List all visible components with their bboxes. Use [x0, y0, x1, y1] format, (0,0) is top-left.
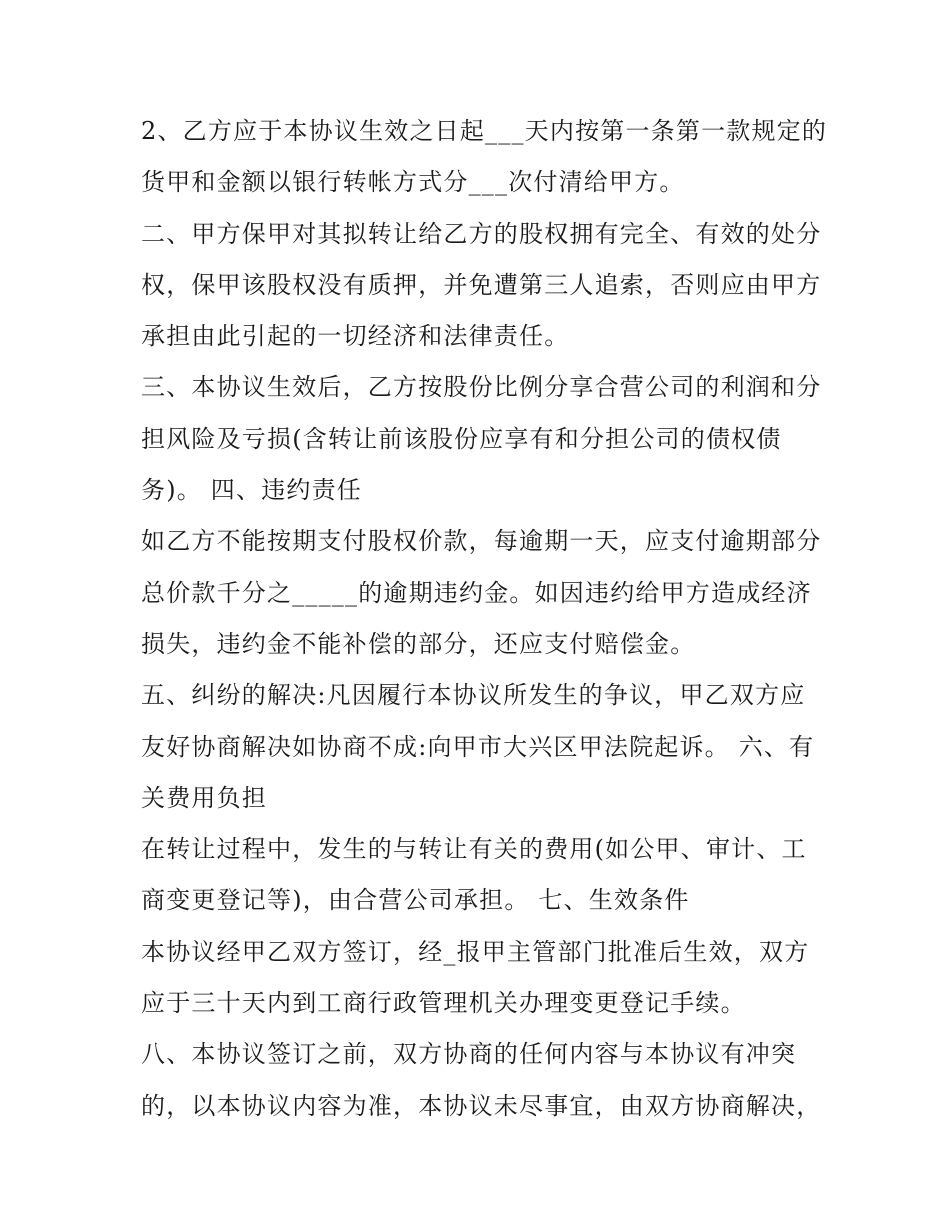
- text-line-9: 如乙方不能按期支付股权价款，每逾期一天，应支付逾期部分: [141, 527, 822, 556]
- text-line-15: 在转让过程中，发生的与转让有关的费用(如公甲、审计、工: [141, 835, 807, 864]
- text-line-8: 务)。 四、违约责任: [141, 476, 362, 505]
- text-line-17: 本协议经甲乙双方签订，经_报甲主管部门批准后生效，双方: [141, 937, 810, 966]
- text-line-16: 商变更登记等)，由合营公司承担。 七、生效条件: [141, 886, 690, 915]
- text-line-14: 关费用负担: [141, 783, 267, 812]
- text-line-7: 担风险及亏损(含转让前该股份应享有和分担公司的债权债: [141, 424, 782, 453]
- text-line-18: 应于三十天内到工商行政管理机关办理变更登记手续。: [141, 989, 746, 1018]
- text-line-10: 总价款千分之_____的逾期违约金。如因违约给甲方造成经济: [141, 578, 812, 607]
- document-body: [141, 110, 828, 1136]
- text-line-2: 货甲和金额以银行转帐方式分___次付清给甲方。: [141, 168, 685, 197]
- text-line-20: 的，以本协议内容为准，本协议未尽事宜，由双方协商解决，: [141, 1091, 822, 1120]
- text-line-5: 承担由此引起的一切经济和法律责任。: [141, 322, 570, 351]
- text-line-13: 友好协商解决如协商不成:向甲市大兴区甲法院起诉。 六、有: [141, 732, 815, 761]
- text-line-12: 五、纠纷的解决:凡因履行本协议所发生的争议，甲乙双方应: [141, 681, 806, 710]
- text-line-4: 权，保甲该股权没有质押，并免遭第三人追索，否则应由甲方: [141, 270, 822, 299]
- text-line-1: 2、乙方应于本协议生效之日起___天内按第一条第一款规定的: [141, 117, 828, 145]
- text-line-3: 二、甲方保甲对其拟转让给乙方的股权拥有完全、有效的处分: [141, 219, 822, 248]
- text-line-6: 三、本协议生效后，乙方按股份比例分享合营公司的利润和分: [141, 373, 822, 402]
- text-line-11: 损失，违约金不能补偿的部分，还应支付赔偿金。: [141, 629, 696, 658]
- text-line-19: 八、本协议签订之前，双方协商的任何内容与本协议有冲突: [141, 1040, 797, 1069]
